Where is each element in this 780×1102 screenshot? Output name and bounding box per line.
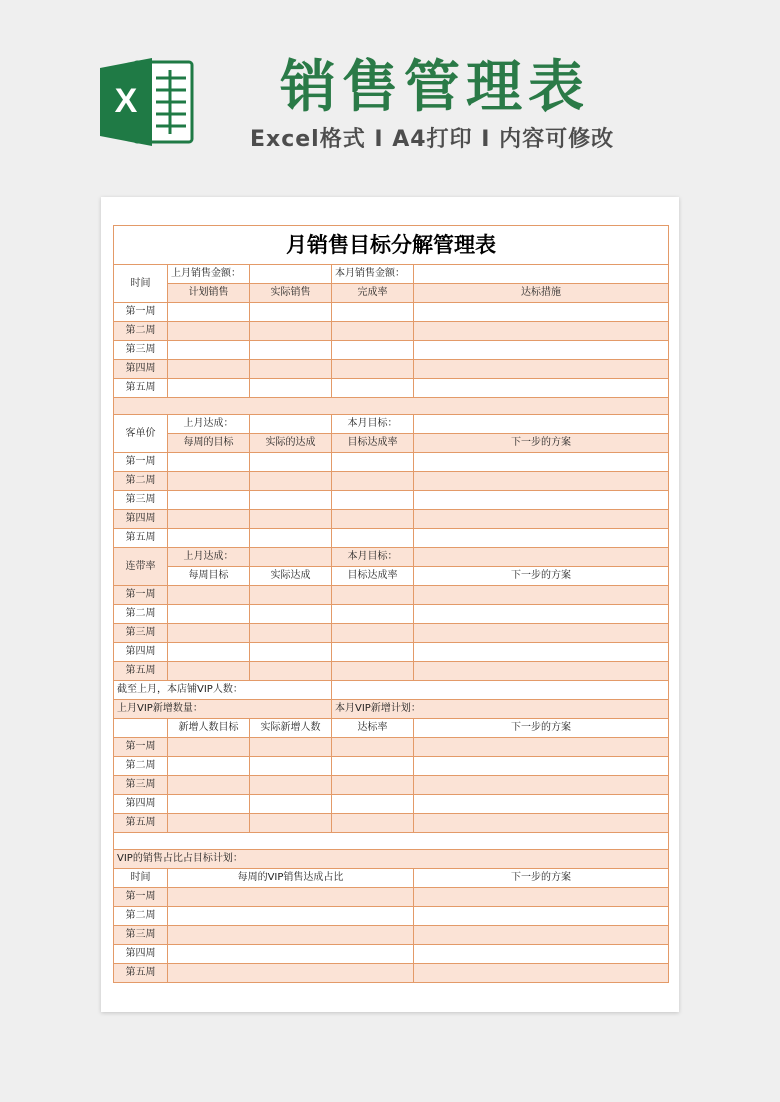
cell[interactable] [332, 795, 414, 814]
this-month-target-label: 本月目标： [332, 548, 414, 567]
column-header: 下一步的方案 [414, 567, 669, 586]
week-label: 第一周 [114, 888, 168, 907]
cell[interactable] [414, 510, 669, 529]
week-label: 第二周 [114, 605, 168, 624]
excel-logo-icon [100, 58, 194, 146]
cell[interactable] [332, 643, 414, 662]
vip-this-plan-label: 本月VIP新增计划： [332, 700, 669, 719]
last-month-achieved-value[interactable] [250, 415, 332, 434]
document-page [101, 197, 679, 1012]
cell[interactable] [250, 795, 332, 814]
cell[interactable] [168, 643, 250, 662]
cell[interactable] [332, 662, 414, 681]
cell[interactable] [414, 529, 669, 548]
cell[interactable] [250, 814, 332, 833]
column-header: 计划销售 [168, 284, 250, 303]
week-label: 第一周 [114, 303, 168, 322]
cell[interactable] [168, 529, 250, 548]
week-label: 第五周 [114, 379, 168, 398]
cell[interactable] [168, 472, 250, 491]
week-label: 第二周 [114, 757, 168, 776]
column-header: 每周目标 [168, 567, 250, 586]
last-month-achieved-value[interactable] [250, 548, 332, 567]
week-label: 第一周 [114, 586, 168, 605]
cell[interactable] [332, 303, 414, 322]
cell[interactable] [332, 491, 414, 510]
cell[interactable] [168, 814, 250, 833]
column-header: 下一步的方案 [414, 869, 669, 888]
last-month-sales-label: 上月销售金额： [168, 265, 250, 284]
cell[interactable] [332, 510, 414, 529]
week-label: 第三周 [114, 926, 168, 945]
cell[interactable] [168, 738, 250, 757]
cell[interactable] [250, 529, 332, 548]
blank-cell [114, 719, 168, 738]
week-label: 第五周 [114, 964, 168, 983]
sales-target-table [113, 225, 669, 983]
week-label: 第五周 [114, 529, 168, 548]
cell[interactable] [250, 510, 332, 529]
cell[interactable] [168, 379, 250, 398]
cell[interactable] [414, 624, 669, 643]
column-header: 实际达成 [250, 567, 332, 586]
cell[interactable] [414, 662, 669, 681]
cell[interactable] [168, 453, 250, 472]
week-label: 第二周 [114, 472, 168, 491]
cell[interactable] [332, 814, 414, 833]
column-header: 实际的达成 [250, 434, 332, 453]
cell[interactable] [250, 491, 332, 510]
week-label: 第二周 [114, 907, 168, 926]
cell[interactable] [414, 472, 669, 491]
cell[interactable] [332, 605, 414, 624]
cell[interactable] [168, 303, 250, 322]
week-label: 第一周 [114, 738, 168, 757]
cell[interactable] [168, 662, 250, 681]
cell[interactable] [414, 757, 669, 776]
cell[interactable] [414, 453, 669, 472]
cell[interactable] [414, 888, 669, 907]
cell[interactable] [332, 322, 414, 341]
cell[interactable] [414, 379, 669, 398]
column-header: 时间 [114, 869, 168, 888]
cell[interactable] [168, 888, 414, 907]
column-header: 下一步的方案 [414, 719, 669, 738]
cell[interactable] [332, 341, 414, 360]
cell[interactable] [168, 491, 250, 510]
cell[interactable] [332, 453, 414, 472]
this-month-target-label: 本月目标： [332, 415, 414, 434]
cell[interactable] [332, 624, 414, 643]
cell[interactable] [168, 907, 414, 926]
vip-share-plan-label: VIP的销售占比占目标计划： [114, 850, 669, 869]
cell[interactable] [250, 303, 332, 322]
last-month-sales-value[interactable] [250, 265, 332, 284]
cell[interactable] [250, 643, 332, 662]
cell[interactable] [168, 926, 414, 945]
cell[interactable] [250, 776, 332, 795]
cell[interactable] [414, 776, 669, 795]
cell[interactable] [332, 472, 414, 491]
cell[interactable] [414, 814, 669, 833]
unit-price-label: 客单价 [114, 415, 168, 453]
column-header: 新增人数目标 [168, 719, 250, 738]
cell[interactable] [168, 341, 250, 360]
cell[interactable] [250, 757, 332, 776]
column-header: 达标率 [332, 719, 414, 738]
cell[interactable] [168, 605, 250, 624]
cell[interactable] [414, 303, 669, 322]
this-month-target-value[interactable] [414, 548, 669, 567]
cell[interactable] [414, 907, 669, 926]
cell[interactable] [414, 643, 669, 662]
week-label: 第二周 [114, 322, 168, 341]
cell[interactable] [414, 605, 669, 624]
cell[interactable] [250, 341, 332, 360]
cell[interactable] [414, 964, 669, 983]
cell[interactable] [250, 605, 332, 624]
this-month-sales-value[interactable] [414, 265, 669, 284]
cell[interactable] [332, 360, 414, 379]
column-header: 完成率 [332, 284, 414, 303]
cell[interactable] [168, 964, 414, 983]
cell[interactable] [414, 322, 669, 341]
cell[interactable] [414, 738, 669, 757]
column-header: 每周的目标 [168, 434, 250, 453]
cell[interactable] [250, 624, 332, 643]
cell[interactable] [250, 453, 332, 472]
week-label: 第四周 [114, 510, 168, 529]
week-label: 第三周 [114, 491, 168, 510]
week-label: 第四周 [114, 643, 168, 662]
cell[interactable] [250, 586, 332, 605]
column-header: 每周的VIP销售达成占比 [168, 869, 414, 888]
cell[interactable] [414, 795, 669, 814]
vip-count-value[interactable] [332, 681, 669, 700]
cell[interactable] [414, 341, 669, 360]
sales-time-label: 时间 [114, 265, 168, 303]
excel-logo-letter: X [114, 82, 138, 120]
week-label: 第三周 [114, 624, 168, 643]
last-month-achieved-label: 上月达成： [168, 415, 250, 434]
week-label: 第三周 [114, 776, 168, 795]
cell[interactable] [250, 379, 332, 398]
week-label: 第五周 [114, 814, 168, 833]
column-header: 目标达成率 [332, 567, 414, 586]
vip-last-new-label: 上月VIP新增数量： [114, 700, 332, 719]
column-header: 下一步的方案 [414, 434, 669, 453]
cell[interactable] [332, 776, 414, 795]
cell[interactable] [414, 360, 669, 379]
cell[interactable] [332, 379, 414, 398]
last-month-achieved-label: 上月达成： [168, 548, 250, 567]
cell[interactable] [168, 624, 250, 643]
week-label: 第四周 [114, 795, 168, 814]
week-label: 第四周 [114, 360, 168, 379]
cell[interactable] [414, 926, 669, 945]
column-header: 实际新增人数 [250, 719, 332, 738]
spacer-row [114, 833, 669, 850]
cell[interactable] [414, 491, 669, 510]
week-label: 第三周 [114, 341, 168, 360]
cell[interactable] [168, 945, 414, 964]
cell[interactable] [168, 776, 250, 795]
banner-subtitle: Excel格式 I A4打印 I 内容可修改 [250, 127, 615, 152]
this-month-sales-label: 本月销售金额： [332, 265, 414, 284]
cell[interactable] [168, 322, 250, 341]
cell[interactable] [168, 360, 250, 379]
column-header: 目标达成率 [332, 434, 414, 453]
week-label: 第一周 [114, 453, 168, 472]
attach-rate-label: 连带率 [114, 548, 168, 586]
banner-title: 销售管理表 [280, 55, 590, 120]
cell[interactable] [250, 360, 332, 379]
week-label: 第四周 [114, 945, 168, 964]
cell[interactable] [332, 586, 414, 605]
this-month-target-value[interactable] [414, 415, 669, 434]
column-header: 实际销售 [250, 284, 332, 303]
cell[interactable] [250, 662, 332, 681]
cell[interactable] [414, 586, 669, 605]
cell[interactable] [168, 757, 250, 776]
cell[interactable] [250, 738, 332, 757]
week-label: 第五周 [114, 662, 168, 681]
cell[interactable] [168, 795, 250, 814]
column-header: 达标措施 [414, 284, 669, 303]
cell[interactable] [332, 757, 414, 776]
cell[interactable] [168, 510, 250, 529]
cell[interactable] [168, 586, 250, 605]
spacer-row [114, 398, 669, 415]
vip-count-label: 截至上月，本店铺VIP人数： [114, 681, 332, 700]
cell[interactable] [414, 945, 669, 964]
sheet-title: 月销售目标分解管理表 [114, 226, 669, 265]
cell[interactable] [332, 529, 414, 548]
cell[interactable] [332, 738, 414, 757]
cell[interactable] [250, 322, 332, 341]
cell[interactable] [250, 472, 332, 491]
